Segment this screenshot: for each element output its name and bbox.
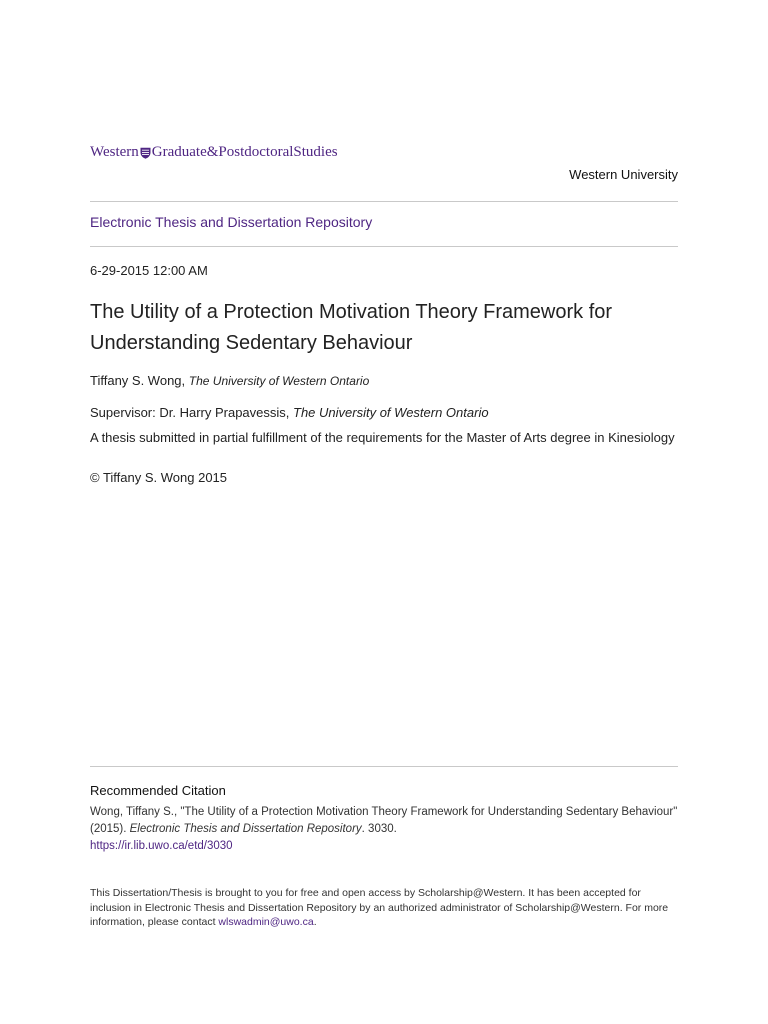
contact-email-link[interactable]: wlswadmin@uwo.ca [218, 916, 314, 928]
cover-page [90, 0, 678, 1024]
copyright-notice: © Tiffany S. Wong 2015 [90, 470, 228, 485]
citation-text [90, 804, 678, 855]
citation-url-link[interactable]: https://ir.lib.uwo.ca/etd/3030 [90, 840, 233, 852]
degree-statement: A thesis submitted in partial fulfillment of the requirements for the Master of Arts degree in Kinesiology [90, 430, 675, 445]
access-note [90, 886, 678, 930]
logo-graduate-text: Graduate&PostdoctoralStudies [151, 144, 338, 160]
logo-western-text: Western [90, 144, 139, 160]
access-note-end: . [313, 916, 317, 928]
access-note-text: This Dissertation/Thesis is brought to you for free and open access by Scholarship@Western. It has been accepted for inclusion in Electronic Thesis and Dissertation Repository by an authorized administrator of Scholarship@Western. For more information, please contact [90, 887, 669, 928]
publication-date: 6-29-2015 12:00 AM [90, 263, 208, 278]
divider-repository [90, 246, 678, 247]
citation-text-part1: Wong, Tiffany S., "The Utility of a Protection Motivation Theory Framework for Understanding Sedentary Behaviour" (2015). [90, 806, 678, 835]
author-affiliation: The University of Western Ontario [188, 374, 370, 388]
western-graduate-logo[interactable] [90, 144, 338, 161]
author-name: Tiffany S. Wong [90, 373, 182, 388]
author-line: Tiffany S. Wong, The University of Western Ontario [90, 373, 370, 388]
supervisor-name: Supervisor: Dr. Harry Prapavessis [90, 405, 286, 420]
supervisor-line: Supervisor: Dr. Harry Prapavessis, The University of Western Ontario [90, 405, 489, 420]
citation-text-part2: . 3030. [361, 823, 397, 835]
divider-top [90, 201, 678, 202]
citation-heading: Recommended Citation [90, 783, 226, 798]
institution-name: Western University [569, 167, 678, 182]
thesis-title: The Utility of a Protection Motivation Theory Framework for Understanding Sedentary Behaviour [90, 301, 613, 354]
citation-series: Electronic Thesis and Dissertation Repository [129, 823, 362, 835]
supervisor-affiliation: The University of Western Ontario [293, 405, 489, 420]
repository-link[interactable]: Electronic Thesis and Dissertation Repository [90, 214, 373, 230]
crest-icon [140, 147, 151, 159]
divider-citation [90, 766, 678, 767]
